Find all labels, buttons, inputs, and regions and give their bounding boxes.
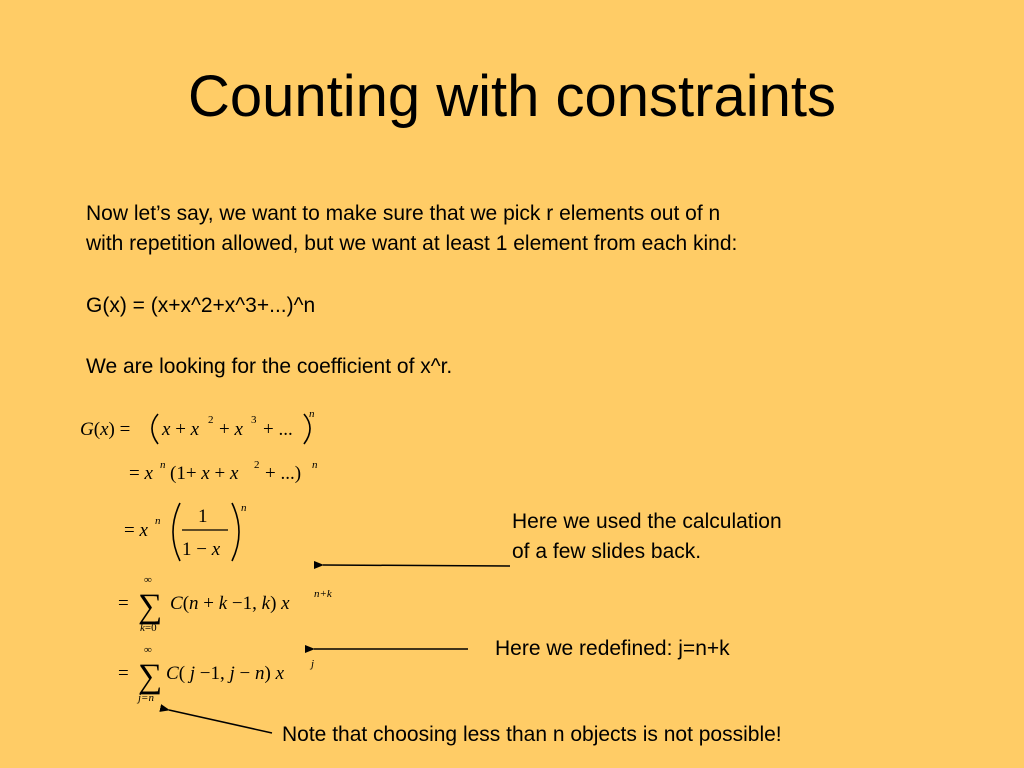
svg-text:+ ...: + ... bbox=[263, 419, 293, 440]
paragraph-line-2: with repetition allowed, but we want at least 1 element from each kind: bbox=[86, 232, 738, 255]
svg-text:n: n bbox=[312, 459, 318, 471]
svg-text:n: n bbox=[160, 459, 166, 471]
equation-line-2 bbox=[129, 459, 318, 484]
svg-text:+ ...): + ...) bbox=[265, 463, 302, 484]
svg-text:1 − x: 1 − x bbox=[182, 539, 221, 560]
slide-title: Counting with constraints bbox=[188, 64, 836, 129]
svg-text:2: 2 bbox=[254, 459, 260, 471]
arrow-calculation bbox=[323, 565, 510, 566]
annotation-redefined: Here we redefined: j=n+k bbox=[495, 637, 730, 660]
svg-text:C(n + k −1, k) x: C(n + k −1, k) x bbox=[170, 593, 290, 614]
annotation-note: Note that choosing less than n objects is not possible! bbox=[282, 723, 782, 746]
arrow-note bbox=[169, 710, 272, 733]
generating-function-line: G(x) = (x+x^2+x^3+...)^n bbox=[86, 294, 316, 317]
annotation-calculation-line-2: of a few slides back. bbox=[512, 540, 702, 563]
svg-text:C( j −1, j − n) x: C( j −1, j − n) x bbox=[166, 663, 285, 684]
svg-text:+ x: + x bbox=[219, 419, 243, 440]
equation-line-5 bbox=[118, 644, 314, 704]
equation-line-3 bbox=[124, 502, 247, 561]
svg-text:∞: ∞ bbox=[144, 644, 152, 656]
annotation-calculation-line-1: Here we used the calculation bbox=[512, 510, 782, 533]
svg-text:j: j bbox=[311, 658, 315, 670]
svg-text:n: n bbox=[155, 515, 161, 527]
svg-text:=: = bbox=[118, 663, 129, 684]
svg-text:x + x: x + x bbox=[162, 419, 200, 440]
svg-text:∑: ∑ bbox=[138, 588, 163, 625]
svg-text:2: 2 bbox=[208, 414, 214, 426]
coefficient-line: We are looking for the coefficient of x^r. bbox=[86, 355, 453, 378]
svg-text:3: 3 bbox=[251, 414, 257, 426]
svg-text:n: n bbox=[241, 502, 247, 514]
svg-text:∑: ∑ bbox=[138, 658, 163, 695]
svg-text:∞: ∞ bbox=[144, 574, 152, 586]
svg-text:k=0: k=0 bbox=[140, 622, 157, 634]
equation-line-4 bbox=[118, 574, 333, 634]
svg-text:1: 1 bbox=[198, 506, 208, 527]
svg-text:= x: = x bbox=[124, 520, 148, 541]
paragraph-line-1: Now let’s say, we want to make sure that we pick r elements out of n bbox=[86, 202, 721, 225]
svg-text:n: n bbox=[309, 408, 315, 420]
svg-text:(1+ x + x: (1+ x + x bbox=[170, 463, 239, 484]
svg-text:n+k: n+k bbox=[314, 588, 332, 600]
svg-text:=: = bbox=[118, 593, 129, 614]
svg-text:j=n: j=n bbox=[138, 692, 154, 704]
svg-text:= x: = x bbox=[129, 463, 153, 484]
svg-text:G(x) =: G(x) = bbox=[80, 419, 131, 440]
equation-line-1 bbox=[80, 408, 315, 444]
